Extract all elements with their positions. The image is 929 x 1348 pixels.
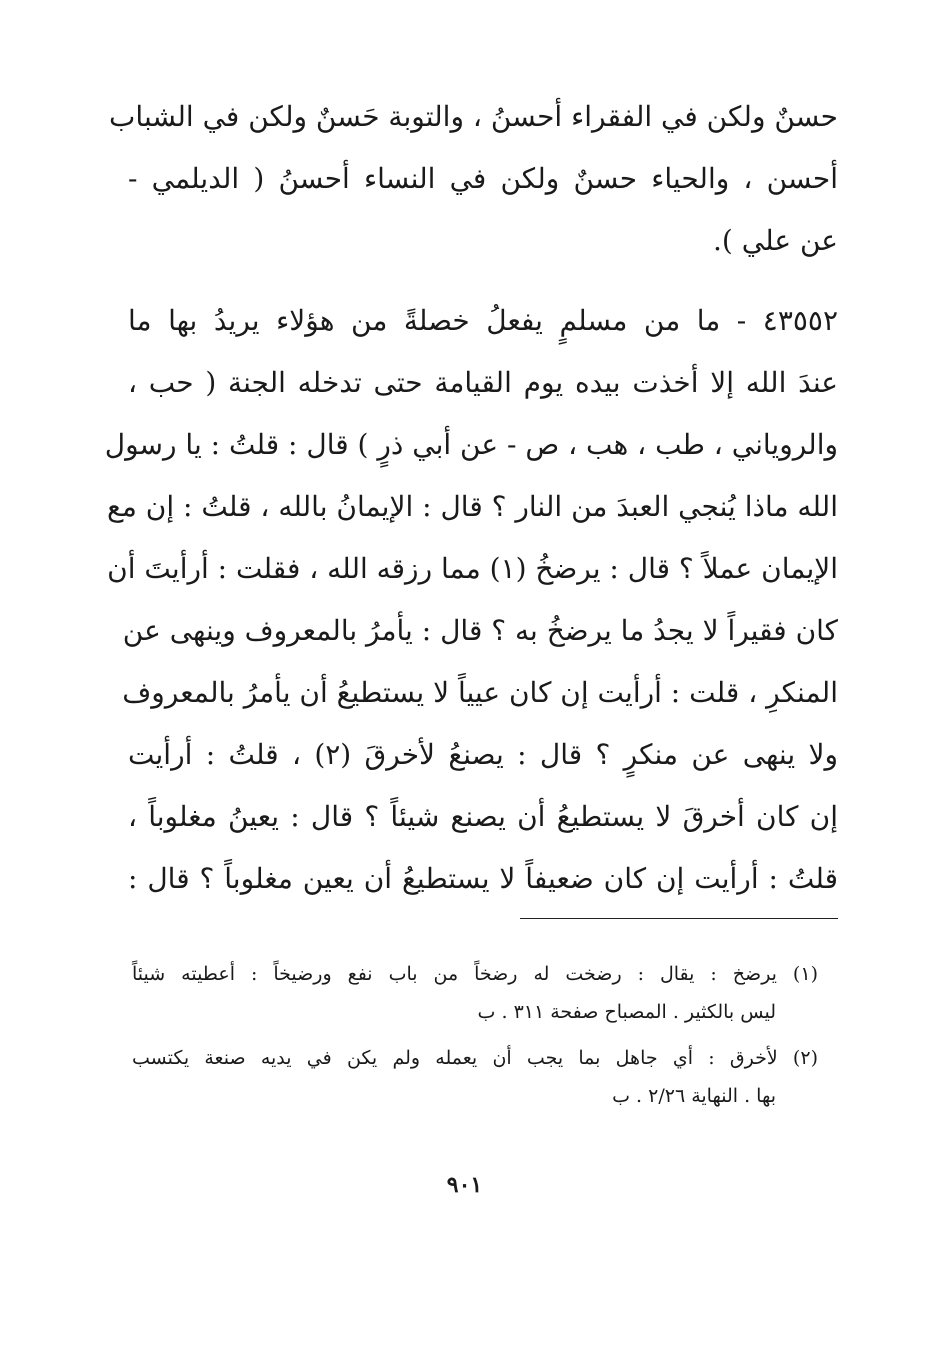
text-line: إن كان أخرقَ لا يستطيعُ أن يصنع شيئاً ؟ قال : يعينُ مغلوباً ، <box>128 800 838 833</box>
text-line: ولا ينهى عن منكرٍ ؟ قال : يصنعُ لأخرقَ (٢) ، قلتُ : أرأيت <box>128 738 838 771</box>
text-line: ٤٣٥٥٢ - ما من مسلمٍ يفعلُ خصلةً من هؤلاء يريدُ بها ما <box>128 304 838 337</box>
page-number: ٩٠١ <box>446 1172 483 1198</box>
text-line: حسنٌ ولكن في الفقراء أحسنُ ، والتوبة حَسنٌ ولكن في الشباب <box>109 100 838 133</box>
footnotes <box>132 955 818 1115</box>
text-line: عن علي ). <box>713 224 838 257</box>
footnote-line: ليس بالكثير . المصباح صفحة ٣١١ . ب <box>477 1001 776 1023</box>
footnote-1 <box>132 955 818 1031</box>
footnote-gap <box>132 1031 818 1039</box>
text-line: أحسن ، والحياء حسنٌ ولكن في النساء أحسنُ ( الديلمي - <box>128 162 838 195</box>
footnote-line: (٢) لأخرق : أي جاهل بما يجب أن يعمله ولم يكن في يديه صنعة يكتسب <box>132 1047 818 1069</box>
text-line: المنكرِ ، قلت : أرأيت إن كان عيياً لا يستطيعُ أن يأمرُ بالمعروف <box>122 676 838 709</box>
footnote-2 <box>132 1039 818 1115</box>
footnote-line: (١) يرضخ : يقال : رضخت له رضخاً من باب نفع ورضيخاً : أعطيته شيئاً <box>132 963 818 985</box>
text-line: الإيمان عملاً ؟ قال : يرضخُ (١) مما رزقه الله ، فقلت : أرأيتَ أن <box>107 552 838 585</box>
text-line: كان فقيراً لا يجدُ ما يرضخُ به ؟ قال : يأمرُ بالمعروف وينهى عن <box>122 614 838 647</box>
paragraph-gap <box>128 272 838 290</box>
footnote-line: بها . النهاية ٢/٢٦ . ب <box>612 1085 776 1107</box>
text-line: عندَ الله إلا أخذت بيده يوم القيامة حتى تدخله الجنة ( حب ، <box>128 366 838 399</box>
text-line: قلتُ : أرأيت إن كان ضعيفاً لا يستطيعُ أن يعين مغلوباً ؟ قال : <box>128 862 838 895</box>
main-text <box>104 86 838 910</box>
text-line: والروياني ، طب ، هب ، ص - عن أبي ذرٍ ) قال : قلتُ : يا رسول <box>104 428 838 461</box>
text-line: الله ماذا يُنجي العبدَ من النار ؟ قال : الإيمانُ بالله ، قلتُ : إن مع <box>107 490 838 523</box>
footnote-separator <box>520 918 838 919</box>
